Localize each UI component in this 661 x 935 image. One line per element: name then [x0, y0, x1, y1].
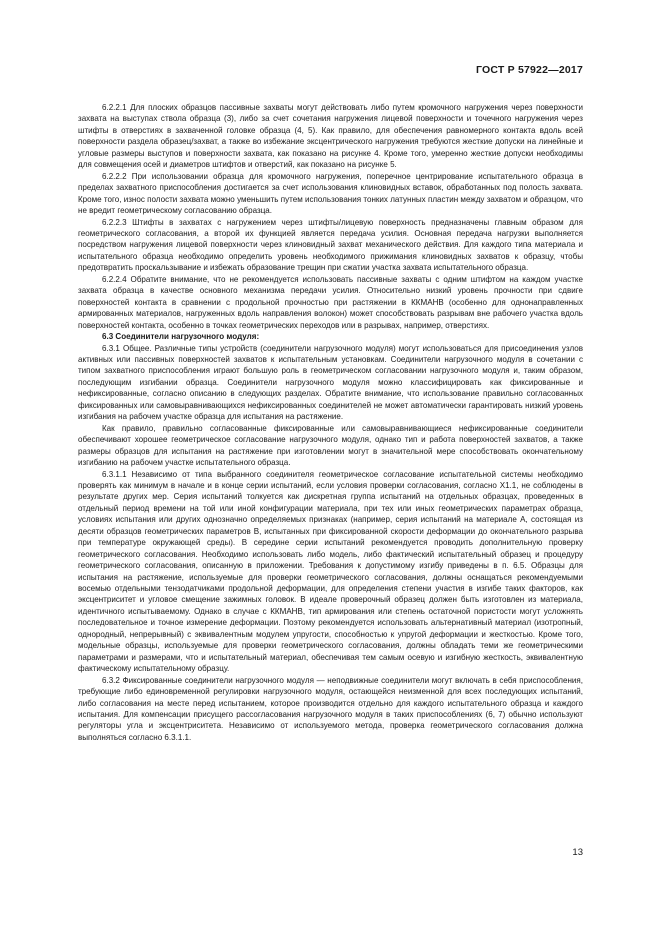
body-text: [78, 102, 583, 743]
page-number: 13: [572, 847, 583, 858]
paragraph-6-3-2: 6.3.2 Фиксированные соединители нагрузочного модуля — неподвижные соединители могут включать в себя приспособления, требующие либо единовременной регулировки нагрузочного модуля, остающейся неизменной для всех последующих испытаний, либо согласования на месте перед испытанием, которое производится отдельно для каждого испытательного образца и каждого испытания. Для компенсации присущего рассогласования нагрузочного модуля в таких приспособлениях (6, 7) обычно используют регуляторы угла и эксцентриситета. Независимо от используемого метода, проверка геометрического согласования должна выполняться согласно 6.3.1.1.: [78, 675, 583, 742]
paragraph-6-2-2-2: 6.2.2.2 При использовании образца для кромочного нагружения, поперечное центрирование испытательного образца в пределах захватного приспособления достигается за счет использования клиновидных вставок, обработанных под полость захвата. Кроме того, износ полости захвата можно уменьшить путем использования тонких латунных пластин между захватом и образцом, что не вредит геометрическому согласованию образца.: [78, 171, 583, 216]
standard-designation: ГОСТ Р 57922—2017: [475, 64, 583, 76]
paragraph-6-3-1-1: 6.3.1.1 Независимо от типа выбранного соединителя геометрическое согласование испытательной системы необходимо проверять как минимум в начале и в конце серии испытаний, если условия проверки согласования, согласно Х1.1, не соблюдены в результате других мер. Серия испытаний толкуется как дискретная группа испытаний на отдельных образцах, проведенных в отдельный период времени на той или иной конфигурации материала, при тех или иных геометрических параметрах образца, условиях испытания или других однозначно определяемых признаках (например, серия испытаний на материале А, состоящая из десяти образцов геометрических параметров В, испытанных при фиксированной скорости деформации до окончательного разрыва при температуре окружающей среды). В середине серии испытаний рекомендуется проводить дополнительную проверку геометрического согласования. Необходимо использовать либо модель, либо фактический испытательный образец и процедуру геометрического согласования, описанную в приложении. Требования к допустимому изгибу приведены в п. 6.5. Образцы для испытания на растяжение, используемые для проверки геометрического согласования, должны оснащаться рекомендуемыми восемью отдельными тензодатчиками продольной деформации, для определения степени участия в изгибе таких факторов, как эксцентриситет и угловое смещение зажимных головок. В идеале проверочный образец должен быть изготовлен из материала, идентичного испытываемому. Однако в случае с ККМАНВ, тип армирования или степень остаточной пористости могут усложнять последовательное и точное измерение деформации. Поэтому рекомендуется использовать альтернативный материал (изотропный, однородный, непрерывный) с эквивалентным модулем упругости, способностью к упругой деформации и жесткостью. Кроме того, модельные образцы, используемые для проверки геометрического согласования, должны обладать теми же геометрическими параметрами и размерами, что и испытательный материал, обеспечивая тем самым осевую и изгибную жесткость, эквивалентную фактическому испытательному образцу.: [78, 469, 583, 674]
paragraph-6-2-2-3: 6.2.2.3 Штифты в захватах с нагружением через штифты/лицевую поверхность предназначены главным образом для геометрического согласования, а второй их функцией является передача усилия. Основная передача нагрузки выполняется посредством нагружения лицевой поверхности через клиновидный захват механического действия. Для каждого типа материала и испытательного образца необходимо определить уровень необходимого прижимания клиновидных захватов к образцу, чтобы предотвратить проскальзывание и избежать образование трещин при сжатии участка захвата испытательного образца.: [78, 217, 583, 273]
section-heading-6-3: 6.3 Соединители нагрузочного модуля:: [102, 332, 260, 342]
paragraph-6-2-2-1: 6.2.2.1 Для плоских образцов пассивные захваты могут действовать либо путем кромочного нагружения через поверхности захвата на выступах ствола образца (3), либо за счет сочетания нагружения лицевой поверхности и точечного нагружения через штифты в отверстиях в захваченной головке образца (4, 5). Как правило, для обеспечения равномерного контакта вдоль всей поверхности раздела образец/захват, а также во избежание эксцентрического нагружения требуются жесткие допуски на линейные и угловые размеры выступов и поверхности захвата, как показано на рисунке 4. Кроме того, умеренно жесткие допуски необходимы для совмещения осей и диаметров штифтов и отверстий, как показано на рисунке 5.: [78, 103, 583, 170]
paragraph-6-2-2-4: 6.2.2.4 Обратите внимание, что не рекомендуется использовать пассивные захваты с одним штифтом на каждом участке захвата образца в качестве основного механизма передачи усилия. Относительно низкий уровень прочности при сдвиге поверхностей контакта в сравнении с продольной прочностью при растяжении в ККМАНВ (особенно для однонаправленных армированных материалов, нагруженных вдоль направления волокон) может способствовать разрывам вне рабочего участка вдоль поверхностей контакта, особенно в точках геометрических переходов или в разрывах, например, отверстиях.: [78, 274, 583, 330]
paragraph-6-3-1-note: Как правило, правильно согласованные фиксированные или самовыравнивающиеся нефиксированные соединители обеспечивают хорошее геометрическое согласование нагрузочного модуля, однако тип и работа поверхностей захватов, а также размеры образцов для испытания на растяжение при изготовлении могут в значительной мере способствовать окончательному изгибанию на рабочем участке испытательного образца.: [78, 423, 583, 468]
paragraph-6-3-1: 6.3.1 Общее. Различные типы устройств (соединители нагрузочного модуля) могут использоваться для присоединения узлов активных или пассивных поверхностей захватов к испытательным установкам. Соединители нагрузочного модуля в сочетании с типом захватного приспособления играют большую роль в геометрическом согласовании нагрузочного модуля и, таким образом, последующим изгибании образца. Соединители нагрузочного модуля можно классифицировать как фиксированные и нефиксированные, согласно описанию в следующих разделах. Обратите внимание, что использование правильно согласованных фиксированных или самовыравнивающихся нефиксированных соединителей не может автоматически гарантировать низкий уровень изгибания на рабочем участке образца для испытания на растяжение.: [78, 343, 583, 422]
